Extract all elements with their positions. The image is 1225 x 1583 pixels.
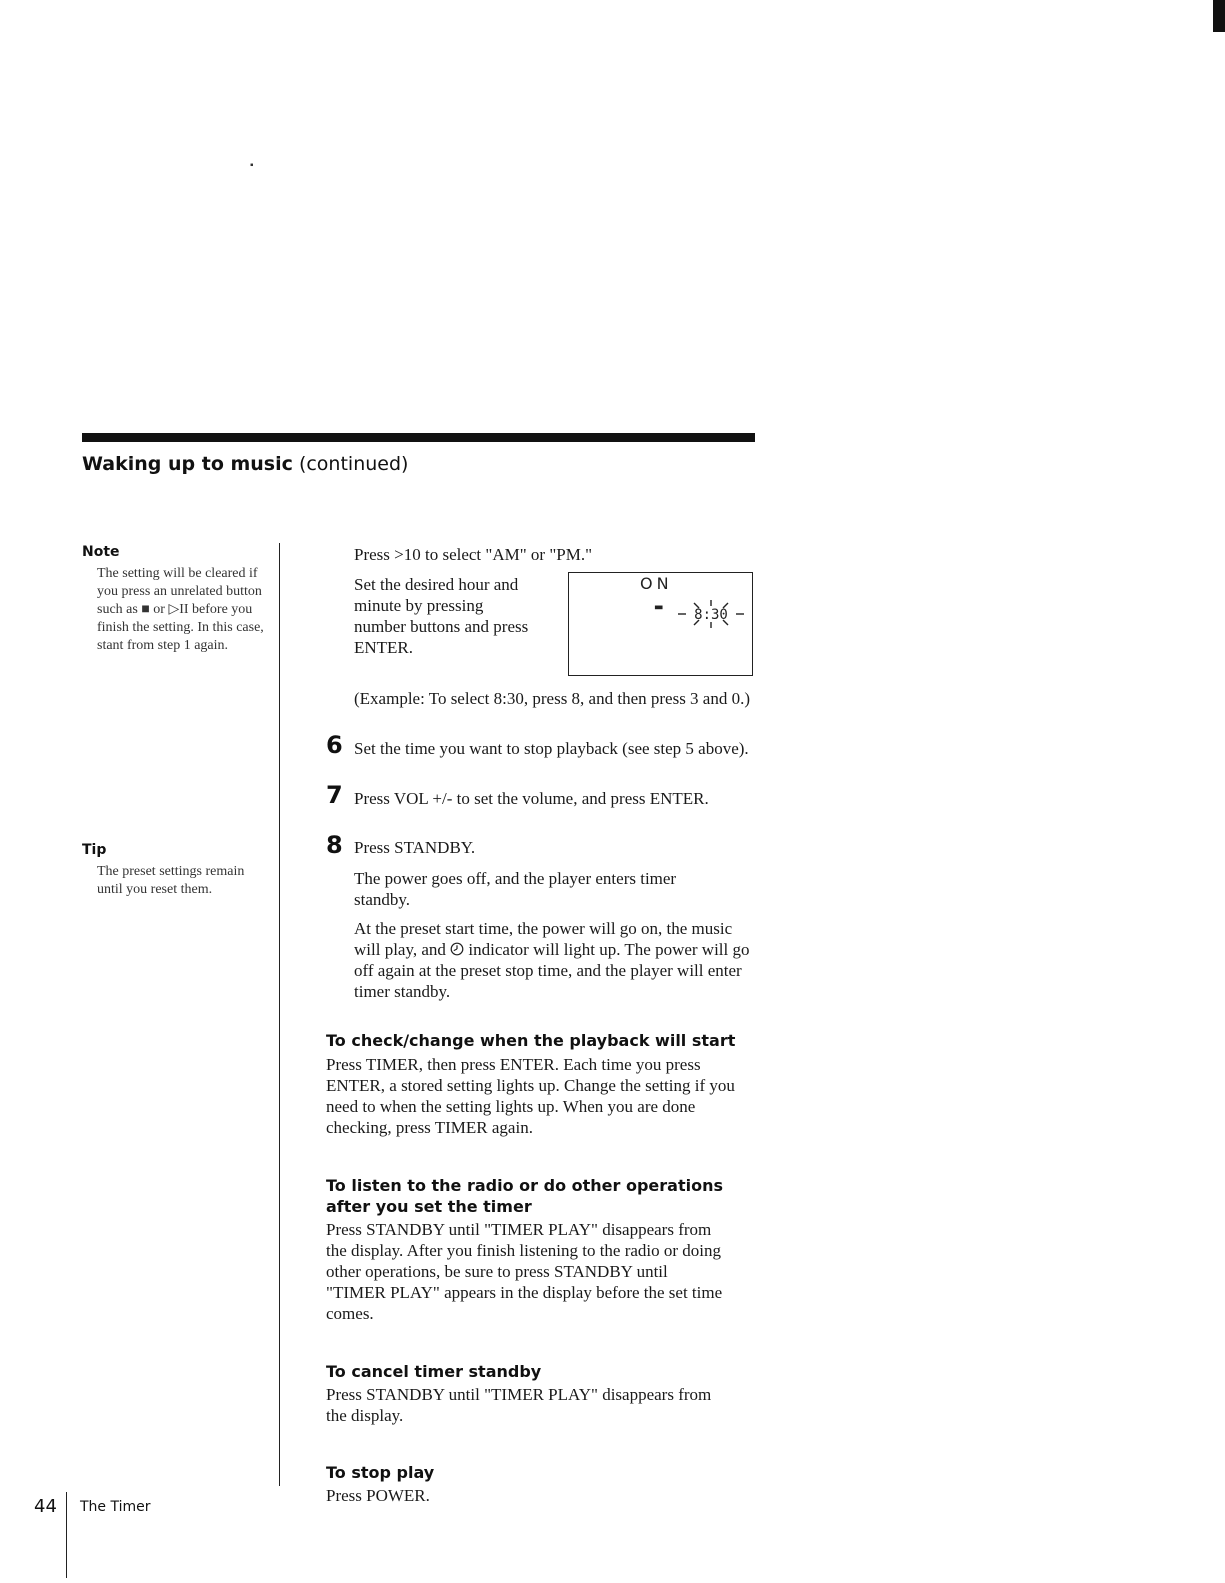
page-title [82, 453, 408, 475]
lcd-blinking-time [672, 597, 750, 631]
timer-clock-icon [450, 942, 464, 956]
page-number: 44 [34, 1496, 57, 1517]
column-divider [279, 543, 280, 1486]
set-hour-instruction: Set the desired hour and minute by pressing number buttons and press ENTER. [354, 575, 529, 657]
cancel-standby-text: Press STANDBY until "TIMER PLAY" disappears from the display. [326, 1385, 712, 1425]
step-8-number: 8 [326, 831, 343, 859]
header-rule [82, 433, 755, 442]
tip-heading: Tip [82, 842, 107, 858]
preset-text-before: At the preset start time, the power will go on, the music will play, and [354, 919, 733, 959]
ampm-instruction: Press >10 to select "AM" or "PM." [354, 545, 593, 564]
step-6-text: Set the time you want to stop playback (see step 5 above). [354, 739, 749, 758]
step-6-number: 6 [326, 731, 343, 759]
cancel-standby-heading: To cancel timer standby [326, 1362, 542, 1381]
preset-text-after: indicator will light up. The power will go off again at the preset stop time, and the player will enter timer standby. [354, 940, 750, 1001]
check-change-heading: To check/change when the playback will start [326, 1031, 736, 1050]
step-7-text: Press VOL +/- to set the volume, and press ENTER. [354, 789, 709, 808]
footer-rule [66, 1492, 67, 1578]
stop-play-heading: To stop play [326, 1463, 435, 1482]
corner-registration-mark [1213, 0, 1225, 32]
check-change-text: Press TIMER, then press ENTER. Each time you press ENTER, a stored setting lights up. Change the setting if you need to when the setting lights up. When you are done checking, press TIMER again. [326, 1055, 735, 1137]
lcd-time-text: 8:30 [694, 607, 728, 623]
lcd-on-label: ON [640, 574, 673, 593]
stop-play-text: Press POWER. [326, 1486, 430, 1505]
step-8-text: Press STANDBY. [354, 838, 476, 857]
note-text: The setting will be cleared if you press an unrelated button such as ■ or ▷II before you finish the setting. In this case, stant from step 1 again. [97, 566, 264, 653]
note-heading: Note [82, 544, 120, 560]
listen-radio-text: Press STANDBY until "TIMER PLAY" disappears from the display. After you finish listening to the radio or doing other operations, be sure to press STANDBY until "TIMER PLAY" appears in the display before the set time comes. [326, 1220, 723, 1323]
preset-start-text [354, 918, 754, 1002]
page-title-bold: Waking up to music [82, 453, 293, 475]
lcd-indicator-mark: ▬ [654, 602, 664, 613]
page-title-continued: (continued) [298, 453, 409, 475]
listen-radio-heading: To listen to the radio or do other operations after you set the timer [326, 1176, 723, 1216]
footer-section-label: The Timer [80, 1499, 151, 1515]
example-text: (Example: To select 8:30, press 8, and then press 3 and 0.) [354, 689, 751, 708]
step-7-number: 7 [326, 781, 343, 809]
tip-text: The preset settings remain until you reset them. [97, 864, 245, 897]
standby-result-text: The power goes off, and the player enters timer standby. [354, 869, 677, 909]
scan-speck: ▪ [250, 160, 254, 171]
